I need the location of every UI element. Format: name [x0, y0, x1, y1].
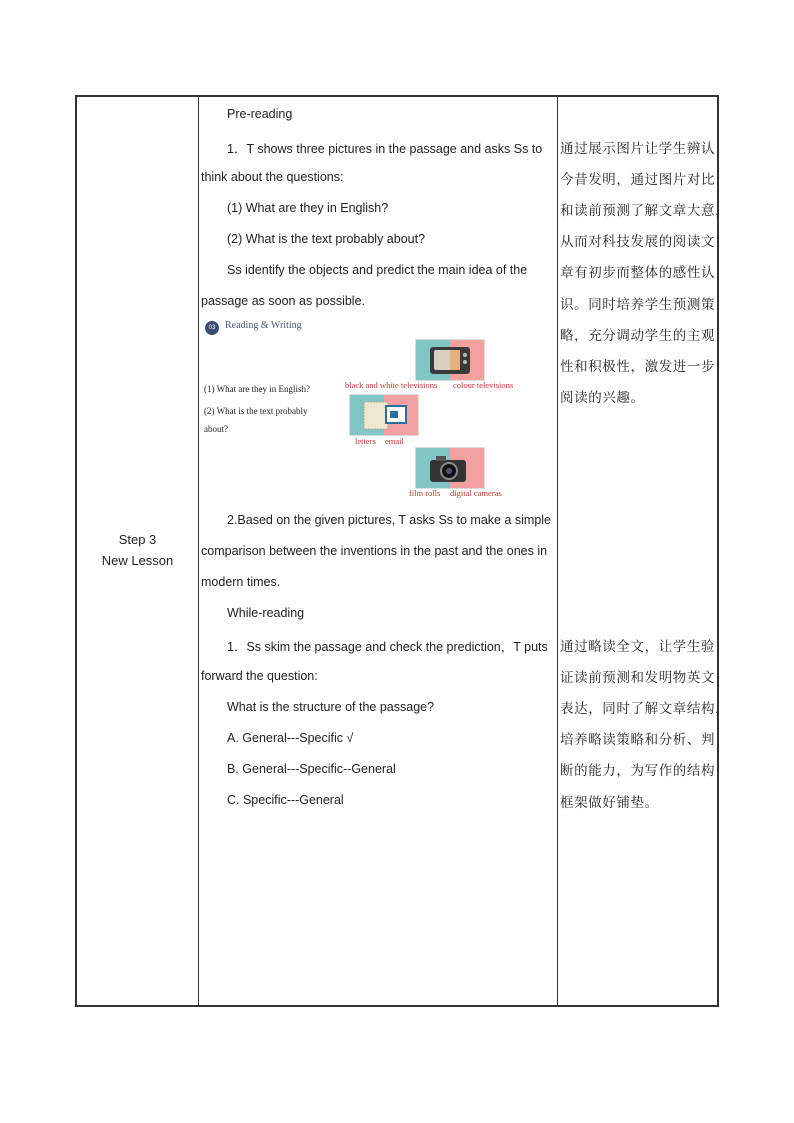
option-a: A. General---Specific √ [227, 731, 354, 745]
letters-picture [349, 394, 419, 436]
rationale-line: 阅读的兴趣。 [560, 389, 645, 406]
pre-reading-ss-line1: Ss identify the objects and predict the main idea of the [227, 263, 528, 277]
slide-question-1: (1) What are they in English? [204, 384, 311, 394]
rationale-line: 证读前预测和发明物英文 [560, 670, 716, 687]
rationale-line: 略，充分调动学生的主观 [560, 327, 716, 344]
pre-reading-q2: (2) What is the text probably about? [227, 232, 426, 246]
slide-question-2-line2: about? [204, 424, 228, 434]
section-badge: 03 [205, 321, 219, 335]
caption-black-white-tv: black and white televisions [345, 380, 438, 390]
rationale-line: 章有初步而整体的感性认 [560, 265, 716, 282]
rationale-line: 识。同时培养学生预测策 [560, 296, 716, 313]
pre-reading-item1-line2: think about the questions: [201, 170, 344, 184]
step-cell [77, 529, 198, 571]
pre-reading-ss-line2: passage as soon as possible. [201, 294, 365, 308]
rationale-line: 通过略读全文，让学生验 [560, 639, 716, 655]
caption-digital-cameras: digital cameras [450, 488, 502, 498]
while-reading-item1-line2: forward the question: [201, 669, 318, 683]
item2-line2: comparison between the inventions in the past and the ones in [201, 544, 548, 558]
slide-question-2-line1: (2) What is the text probably [204, 406, 308, 416]
rationale-line: 通过展示图片让学生辨认 [560, 141, 716, 157]
option-b: B. General---Specific--General [227, 762, 396, 776]
pre-reading-q1: (1) What are they in English? [227, 201, 389, 215]
slide-figure [201, 317, 555, 507]
pre-reading-item1-line1: 1．T shows three pictures in the passage and asks Ss to [227, 142, 543, 156]
rationale-line: 框架做好铺垫。 [560, 794, 659, 811]
lesson-table [75, 95, 730, 1007]
step-name: New Lesson [101, 553, 174, 568]
caption-film-rolls: film rolls [409, 488, 441, 498]
while-reading-heading: While-reading [227, 606, 305, 620]
rationale-line: 从而对科技发展的阅读文 [560, 234, 716, 251]
rationale-line: 断的能力，为写作的结构 [560, 763, 716, 780]
while-reading-question: What is the structure of the passage? [227, 700, 435, 714]
rationale-line: 表达，同时了解文章结构， [560, 701, 730, 718]
rationale-line: 性和积极性，激发进一步 [560, 358, 716, 375]
rationale-line: 培养略读策略和分析、判 [560, 732, 716, 749]
while-reading-item1-line1: 1．Ss skim the passage and check the prediction，T puts [227, 640, 548, 654]
camera-icon [416, 448, 484, 488]
television-picture [415, 339, 485, 381]
camera-picture [415, 447, 485, 489]
option-c: C. Specific---General [227, 793, 344, 807]
pre-reading-heading: Pre-reading [227, 107, 293, 121]
item2-line1: 2.Based on the given pictures, T asks Ss to make a simple [227, 513, 552, 527]
rationale-line: 和读前预测了解文章大意， [560, 203, 730, 220]
caption-email: email [385, 436, 404, 446]
item2-line3: modern times. [201, 575, 281, 589]
envelope-icon [350, 395, 418, 435]
caption-colour-tv: colour televisions [453, 380, 514, 390]
television-icon [416, 340, 484, 380]
column-divider [198, 97, 199, 1005]
rationale-line: 今昔发明，通过图片对比 [560, 172, 716, 189]
caption-letters: letters [355, 436, 376, 446]
step-label: Step 3 [118, 532, 157, 547]
slide-title: Reading & Writing [225, 320, 302, 331]
